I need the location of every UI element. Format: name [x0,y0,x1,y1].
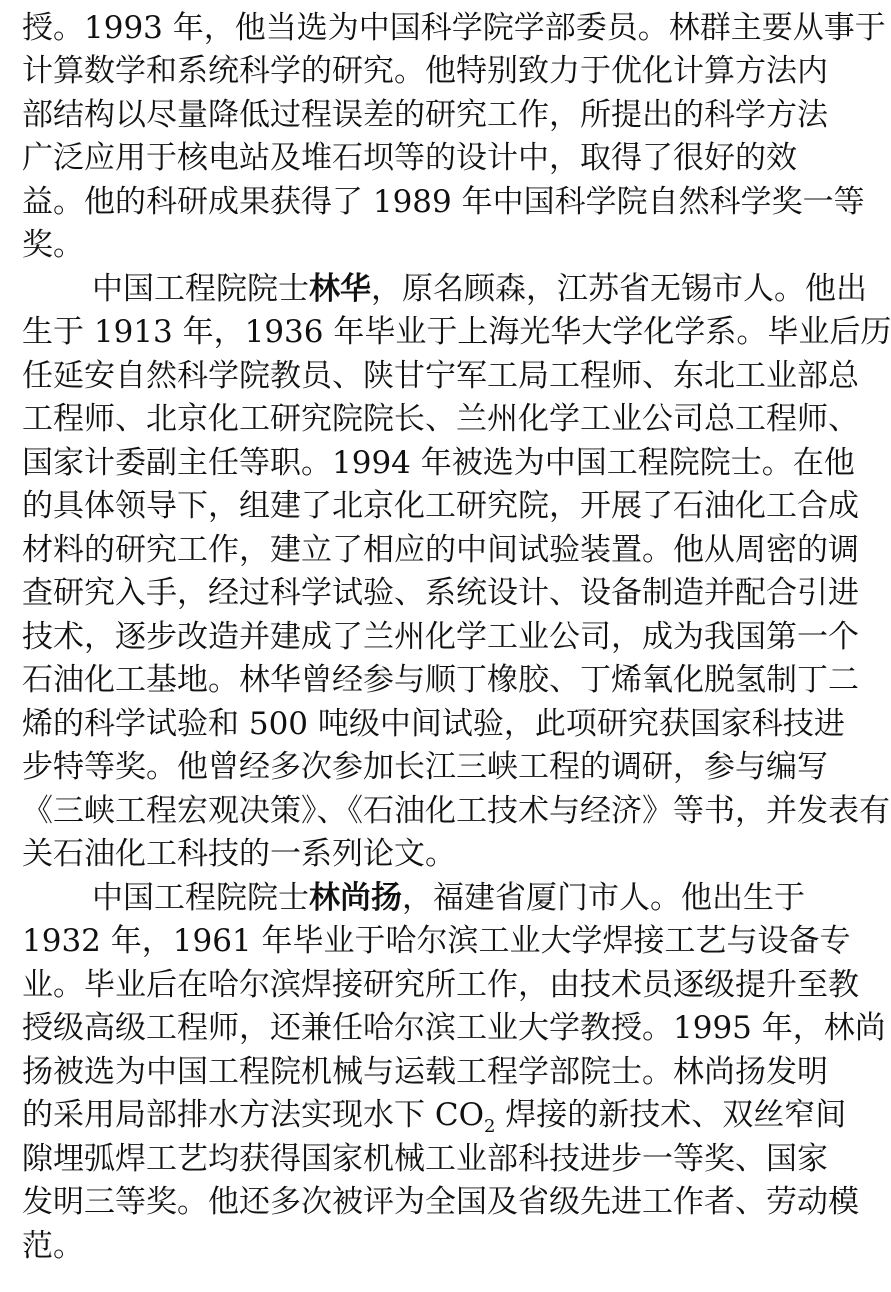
text-line: 的具体领导下，组建了北京化工研究院，开展了石油化工合成 [22,488,859,524]
subscript: 2 [484,1116,496,1138]
text-line: 范。 [22,1228,84,1264]
text-line: 技术，逐步改造并建成了兰州化学工业公司，成为我国第一个 [22,619,859,655]
text-line: 扬被选为中国工程院机械与运载工程学部院士。林尚扬发明 [22,1054,828,1090]
text-line [22,1093,847,1138]
text-line: 1932 年，1961 年毕业于哈尔滨工业大学焊接工艺与设备专 [22,923,851,959]
text-line: 任延安自然科学院教员、陕甘宁军工局工程师、东北工业部总 [22,358,859,394]
text-run: 焊接的新技术、双丝窄间 [495,1097,847,1133]
text-run: 中国工程院院士 [92,880,309,916]
text-run: 中国工程院院士 [92,271,309,307]
text-line: 工程师、北京化工研究院院长、兰州化学工业公司总工程师、 [22,401,859,437]
text-line: 授。1993 年，他当选为中国科学院学部委员。林群主要从事于 [22,10,886,46]
text-line: 石油化工基地。林华曾经参与顺丁橡胶、丁烯氧化脱氢制丁二 [22,662,859,698]
text-line: 隙埋弧焊工艺均获得国家机械工业部科技进步一等奖、国家 [22,1141,828,1177]
paragraph-start-line [92,876,805,920]
text-run: ，原名顾森，江苏省无锡市人。他出 [371,271,867,307]
paragraph-start-line [92,267,867,311]
text-line: 广泛应用于核电站及堆石坝等的设计中，取得了很好的效 [22,140,797,176]
text-line: 关石油化工科技的一系列论文。 [22,836,456,872]
text-line: 《三峡工程宏观决策》、《石油化工技术与经济》等书，并发表有 [22,793,890,829]
text-line: 材料的研究工作，建立了相应的中间试验装置。他从周密的调 [22,532,859,568]
person-name: 林华 [309,271,371,307]
text-line: 益。他的科研成果获得了 1989 年中国科学院自然科学奖一等 [22,184,865,220]
text-line: 烯的科学试验和 500 吨级中间试验，此项研究获国家科技进 [22,706,845,742]
text-run: 的采用局部排水方法实现水下 CO [22,1097,484,1133]
text-line: 国家计委副主任等职。1994 年被选为中国工程院院士。在他 [22,445,855,481]
text-run: ，福建省厦门市人。他出生于 [402,880,805,916]
text-line: 生于 1913 年，1936 年毕业于上海光华大学化学系。毕业后历 [22,314,891,350]
text-line: 部结构以尽量降低过程误差的研究工作，所提出的科学方法 [22,97,828,133]
text-line: 步特等奖。他曾经多次参加长江三峡工程的调研，参与编写 [22,749,828,785]
text-line: 奖。 [22,227,84,263]
text-line: 查研究入手，经过科学试验、系统设计、设备制造并配合引进 [22,575,859,611]
text-line: 计算数学和系统科学的研究。他特别致力于优化计算方法内 [22,53,828,89]
text-line: 发明三等奖。他还多次被评为全国及省级先进工作者、劳动模 [22,1184,859,1220]
person-name: 林尚扬 [309,880,402,916]
text-line: 授级高级工程师，还兼任哈尔滨工业大学教授。1995 年，林尚 [22,1010,886,1046]
text-line: 业。毕业后在哈尔滨焊接研究所工作，由技术员逐级提升至教 [22,967,859,1003]
